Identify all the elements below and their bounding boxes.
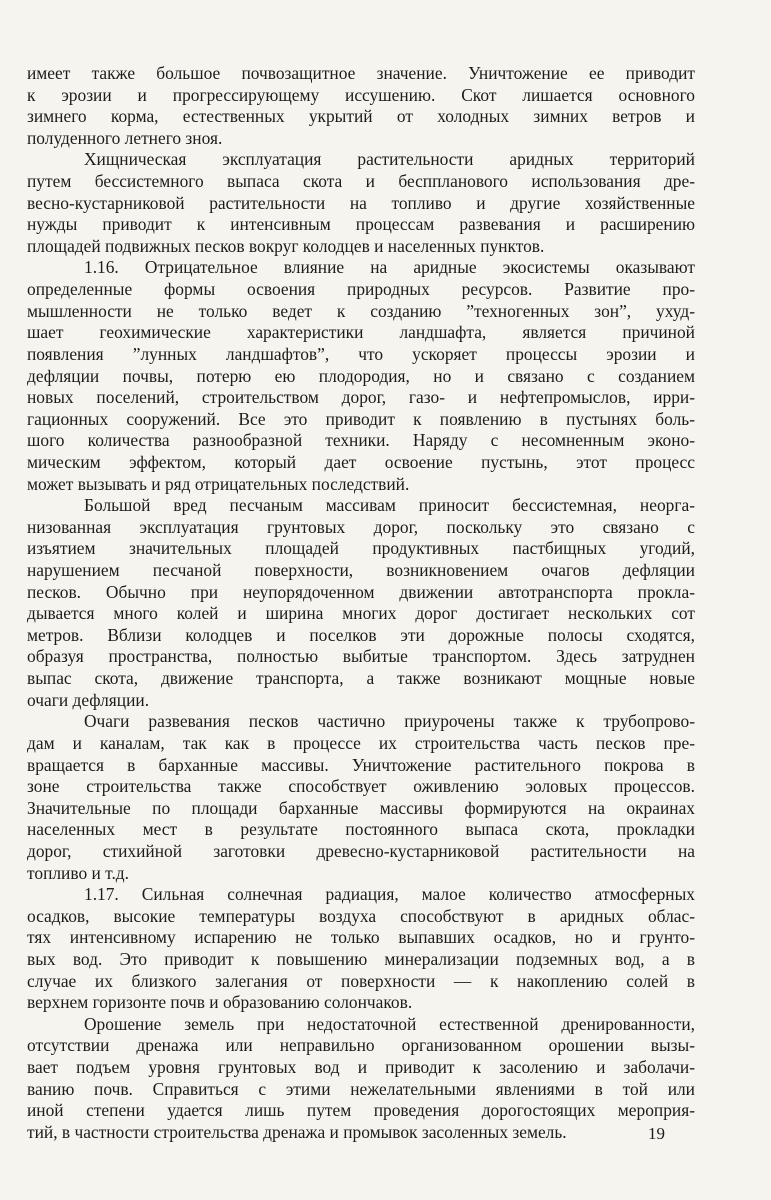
text-line: населенных мест в результате постоянного выпаса скота, прокладки: [27, 819, 695, 840]
paragraph: [27, 63, 695, 149]
text-line: образуя пространства, полностью выбитые транспортом. Здесь затруднен: [27, 646, 695, 667]
text-line: определенные формы освоения природных ресурсов. Развитие про-: [27, 279, 695, 300]
text-line: к эрозии и прогрессирующему иссушению. Скот лишается основного: [27, 84, 695, 105]
text-line: шого количества разнообразной техники. Наряду с несомненным эконо-: [27, 430, 695, 451]
text-line: низованная эксплуатация грунтовых дорог, поскольку это связано с: [27, 516, 695, 537]
text-line: выпас скота, движение транспорта, а также возникают мощные новые: [27, 668, 695, 689]
text-line: нарушением песчаной поверхности, возникновением очагов дефляции: [27, 560, 695, 581]
text-line: дорог, стихийной заготовки древесно-кустарниковой растительности на: [27, 840, 695, 861]
text-line: тий, в частности строительства дренажа и промывок засоленных земель.: [27, 1121, 567, 1142]
text-line: иной степени удается лишь путем проведения дорогостоящих мероприя-: [27, 1100, 695, 1121]
text-line: вает подъем уровня грунтовых вод и приводит к засолению и заболачи-: [27, 1057, 695, 1078]
text-line: весно-кустарниковой растительности на топливо и другие хозяйственные: [27, 192, 695, 213]
text-line: 1.16. Отрицательное влияние на аридные экосистемы оказывают: [84, 257, 695, 278]
paragraph: [27, 1014, 695, 1144]
text-line: тях интенсивному испарению не только выпавших осадков, но и грунто-: [27, 927, 695, 948]
text-line: отсутствии дренажа или неправильно организованном орошении вызы-: [27, 1035, 695, 1056]
text-line: дывается много колей и ширина многих дорог достигает нескольких сот: [27, 603, 695, 624]
text-line: верхнем горизонте почв и образованию солончаков.: [27, 992, 413, 1013]
paragraph: [27, 149, 695, 257]
text-line: Орошение земель при недостаточной естественной дренированности,: [84, 1013, 695, 1034]
page-number: 19: [648, 1124, 665, 1143]
text-line: площадей подвижных песков вокруг колодцев и населенных пунктов.: [27, 235, 545, 256]
text-line: ванию почв. Справиться с этими нежелательными явлениями в той или: [27, 1078, 695, 1099]
text-line: зоне строительства также способствует оживлению эоловых процессов.: [27, 776, 695, 797]
text-line: шает геохимические характеристики ландшафта, является причиной: [27, 322, 695, 343]
text-line: путем бессистемного выпаса скота и бесппланового использования дре-: [27, 171, 695, 192]
paragraph: [27, 495, 695, 711]
text-line: вращается в барханные массивы. Уничтожение растительного покрова в: [27, 754, 695, 775]
body-text: [27, 63, 695, 1143]
text-line: дефляции почвы, потерю ею плодородия, но и связано с созданием: [27, 365, 695, 386]
text-line: метров. Вблизи колодцев и поселков эти дорожные полосы сходятся,: [27, 624, 695, 645]
text-line: 1.17. Сильная солнечная радиация, малое количество атмосферных: [84, 884, 695, 905]
text-line: мическим эффектом, который дает освоение пустынь, этот процесс: [27, 451, 695, 472]
text-line: случае их близкого залегания от поверхности — к накоплению солей в: [27, 970, 695, 991]
text-line: осадков, высокие температуры воздуха способствуют в аридных облас-: [27, 905, 695, 926]
text-line: очаги дефляции.: [27, 689, 150, 710]
text-line: новых поселений, строительством дорог, газо- и нефтепромыслов, ирри-: [27, 387, 695, 408]
paragraph: [27, 711, 695, 884]
text-line: топливо и т.д.: [27, 862, 129, 883]
text-line: Значительные по площади барханные массивы формируются на окраинах: [27, 797, 695, 818]
paragraph: [27, 884, 695, 1014]
text-line: имеет также большое почвозащитное значение. Уничтожение ее приводит: [27, 63, 695, 83]
text-line: вых вод. Это приводит к повышению минерализации подземных вод, а в: [27, 948, 695, 969]
text-line: Большой вред песчаным массивам приносит бессистемная, неорга-: [84, 495, 695, 516]
text-line: Хищническая эксплуатация растительности аридных территорий: [84, 149, 695, 170]
text-line: изъятием значительных площадей продуктивных пастбищных угодий,: [27, 538, 695, 559]
text-line: нужды приводит к интенсивным процессам развевания и расширению: [27, 214, 695, 235]
text-line: зимнего корма, естественных укрытий от холодных зимних ветров и: [27, 106, 695, 127]
text-line: полуденного летнего зноя.: [27, 127, 223, 148]
paragraph: [27, 257, 695, 495]
text-line: дам и каналам, так как в процессе их строительства часть песков пре-: [27, 732, 695, 753]
text-line: гационных сооружений. Все это приводит к появлению в пустынях боль-: [27, 408, 695, 429]
text-line: песков. Обычно при неупорядоченном движении автотранспорта прокла-: [27, 581, 695, 602]
text-line: мышленности не только ведет к созданию ”техногенных зон”, ухуд-: [27, 300, 695, 321]
text-line: появления ”лунных ландшафтов”, что ускоряет процессы эрозии и: [27, 343, 695, 364]
text-line: Очаги развевания песков частично приурочены также к трубопрово-: [84, 711, 695, 732]
text-line: может вызывать и ряд отрицательных последствий.: [27, 473, 410, 494]
